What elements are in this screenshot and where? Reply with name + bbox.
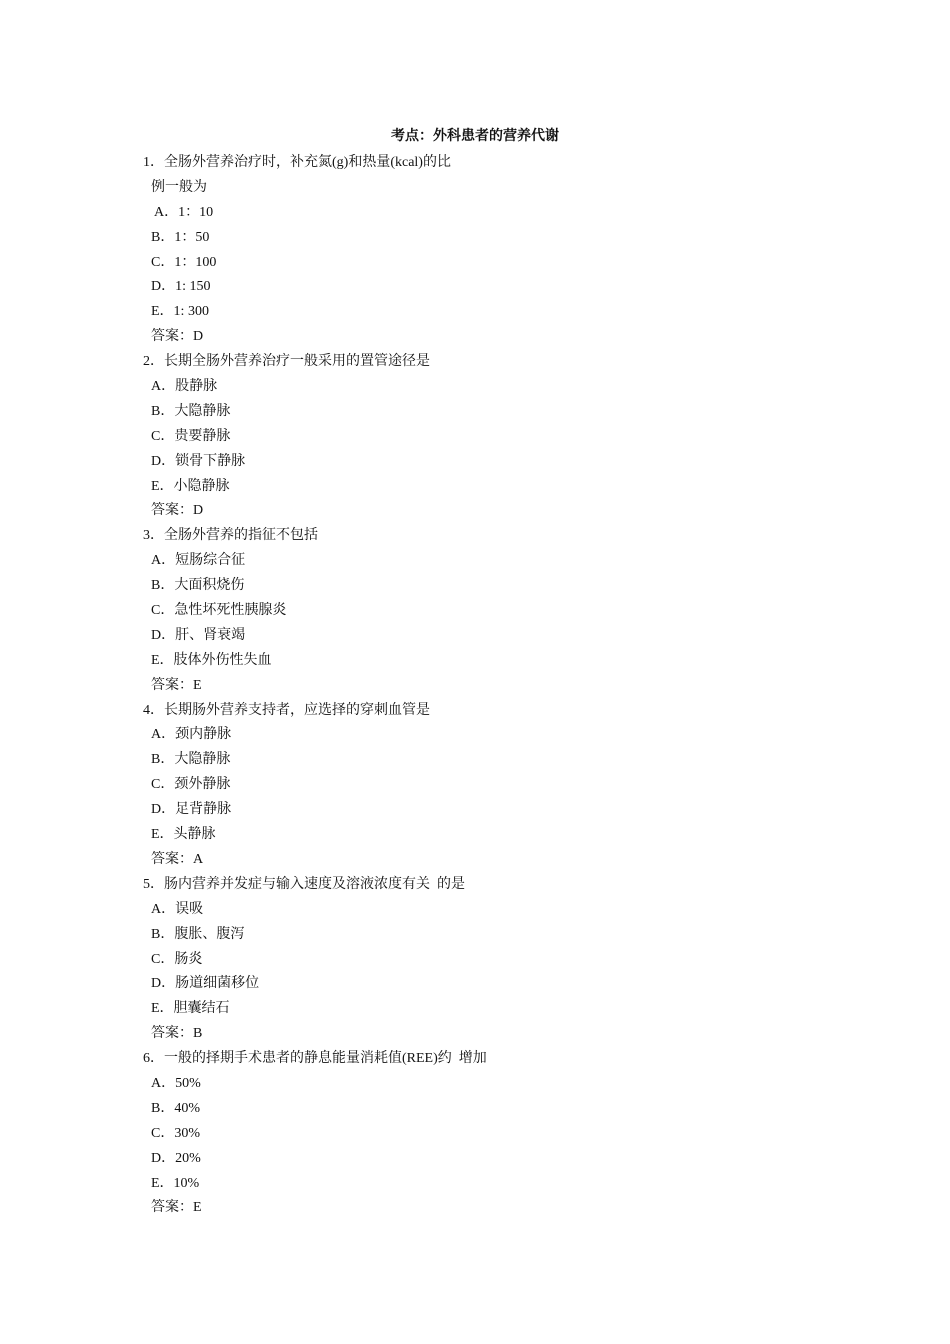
option-a: A．误吸 bbox=[151, 901, 204, 917]
option-a: A．短肠综合征 bbox=[151, 553, 246, 569]
question-stem: 4．长期肠外营养支持者，应选择的穿刺血管是 bbox=[143, 702, 430, 718]
page-title: 考点：外科患者的营养代谢 bbox=[391, 129, 559, 144]
option-b: B．大隐静脉 bbox=[151, 752, 231, 768]
option-e: E．胆囊结石 bbox=[151, 1001, 230, 1017]
question-stem: 3．全肠外营养的指征不包括 bbox=[143, 528, 318, 544]
option-a: A．50% bbox=[151, 1075, 201, 1091]
option-c: C．贵要静脉 bbox=[151, 428, 231, 444]
option-b: B．大隐静脉 bbox=[151, 403, 231, 419]
option-d: D．足背静脉 bbox=[151, 802, 232, 818]
question-stem-continued: 例一般为 bbox=[151, 179, 207, 195]
option-c: C．急性坏死性胰腺炎 bbox=[151, 603, 287, 619]
option-d: D．20% bbox=[151, 1150, 201, 1166]
answer: 答案：A bbox=[151, 851, 204, 867]
answer: 答案：E bbox=[151, 677, 202, 693]
option-e: E．头静脉 bbox=[151, 827, 216, 843]
option-e: E．1: 300 bbox=[151, 304, 209, 320]
option-e: E．肢体外伤性失血 bbox=[151, 652, 272, 668]
question-stem: 5．肠内营养并发症与输入速度及溶液浓度有关 的是 bbox=[143, 876, 465, 892]
option-b: B．大面积烧伤 bbox=[151, 578, 245, 594]
answer: 答案：B bbox=[151, 1026, 203, 1042]
option-d: D．肝、肾衰竭 bbox=[151, 627, 246, 643]
option-c: C．1：100 bbox=[151, 254, 217, 270]
option-e: E．小隐静脉 bbox=[151, 478, 230, 494]
option-d: D．1: 150 bbox=[151, 279, 211, 295]
option-d: D．锁骨下静脉 bbox=[151, 453, 246, 469]
answer: 答案：D bbox=[151, 329, 204, 345]
option-c: C．30% bbox=[151, 1125, 200, 1141]
option-b: B．40% bbox=[151, 1100, 200, 1116]
option-b: B．1：50 bbox=[151, 229, 210, 245]
option-a: A．1：10 bbox=[154, 204, 214, 220]
option-d: D．肠道细菌移位 bbox=[151, 976, 260, 992]
option-c: C．肠炎 bbox=[151, 951, 203, 967]
question-stem: 1．全肠外营养治疗时，补充氮(g)和热量(kcal)的比 bbox=[143, 155, 451, 170]
answer: 答案：E bbox=[151, 1200, 202, 1216]
option-c: C．颈外静脉 bbox=[151, 777, 231, 793]
question-stem: 2．长期全肠外营养治疗一般采用的置管途径是 bbox=[143, 354, 430, 370]
option-b: B．腹胀、腹泻 bbox=[151, 926, 245, 942]
option-a: A．颈内静脉 bbox=[151, 727, 232, 743]
question-stem: 6．一般的择期手术患者的静息能量消耗值(REE)约 增加 bbox=[143, 1051, 487, 1067]
option-a: A．股静脉 bbox=[151, 379, 218, 395]
question-list bbox=[143, 151, 663, 1221]
option-e: E．10% bbox=[151, 1175, 200, 1191]
answer: 答案：D bbox=[151, 503, 204, 519]
